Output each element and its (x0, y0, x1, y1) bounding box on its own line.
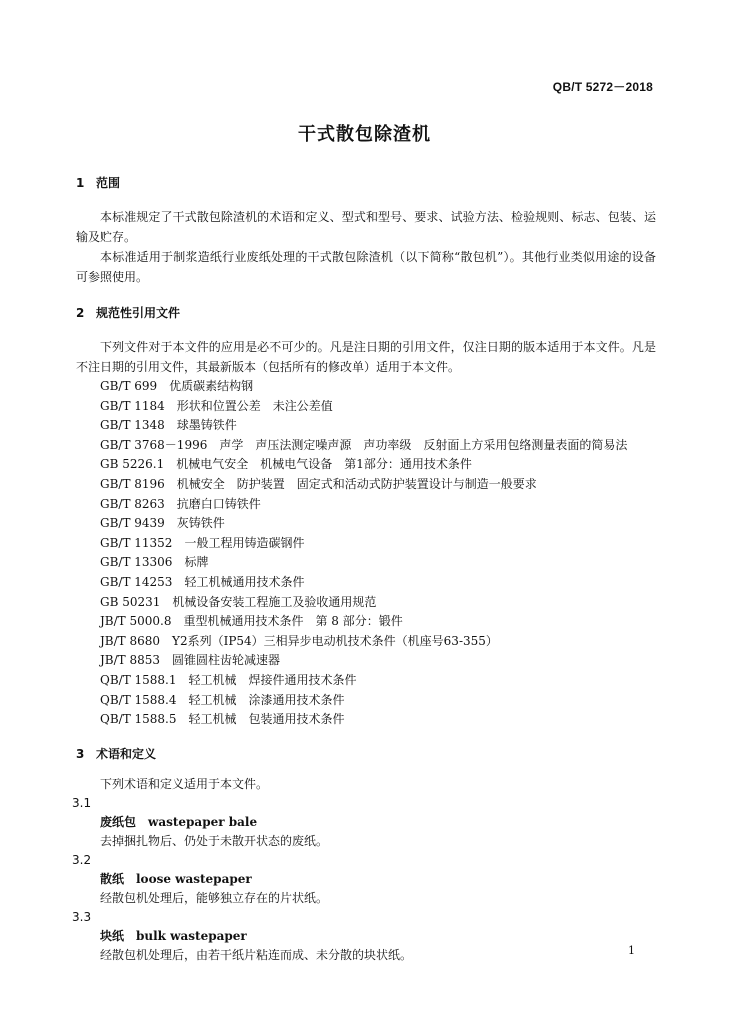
term-definition: 去掉捆扎物后、仍处于未散开状态的废纸。 (100, 833, 329, 848)
reference-item: QB/T 1588.4 轻工机械 涂漆通用技术条件 (100, 692, 345, 707)
section-title: 规范性引用文件 (96, 306, 181, 320)
term-number: 3.3 (72, 909, 92, 924)
reference-item: QB/T 1588.1 轻工机械 焊接件通用技术条件 (100, 672, 357, 687)
reference-item: GB/T 8263 抗磨白口铸铁件 (100, 496, 261, 511)
reference-item: GB/T 9439 灰铸铁件 (100, 516, 225, 531)
terms-intro: 下列术语和定义适用于本文件。 (100, 776, 269, 791)
term-name: 废纸包 wastepaper bale (100, 814, 258, 829)
reference-item: GB/T 14253 轻工机械通用技术条件 (100, 574, 305, 589)
reference-item: GB 50231 机械设备安装工程施工及验收通用规范 (100, 594, 377, 609)
term-name: 散纸 loose wastepaper (100, 871, 252, 886)
term-number: 3.1 (72, 795, 92, 810)
term-definition: 经散包机处理后，由若干纸片粘连而成、未分散的块状纸。 (100, 947, 413, 962)
references-intro: 下列文件对于本文件的应用是必不可少的。凡是注日期的引用文件，仅注日期的版本适用于本文件。凡是不注日期的引用文件，其最新版本（包括所有的修改单）适用于本文件。 (76, 340, 656, 374)
section-title: 范围 (96, 176, 121, 190)
reference-item: JB/T 5000.8 重型机械通用技术条件 第 8 部分：锻件 (100, 614, 403, 629)
page-number: 1 (628, 944, 635, 957)
standard-code: QB/T 5272－2018 (552, 80, 653, 94)
document-title: 干式散包除渣机 (298, 124, 431, 145)
reference-item: GB/T 8196 机械安全 防护装置 固定式和活动式防护装置设计与制造一般要求 (100, 476, 537, 491)
term-number: 3.2 (72, 852, 92, 867)
section-title: 术语和定义 (96, 746, 157, 761)
scope-paragraph: 本标准适用于制浆造纸行业废纸处理的干式散包除渣机（以下简称“散包机”）。其他行业类似用途的设备可参照使用。 (76, 250, 656, 284)
reference-item: GB/T 1184 形状和位置公差 未注公差值 (100, 398, 333, 413)
section-heading-references (76, 301, 656, 325)
scope-paragraph: 本标准规定了干式散包除渣机的术语和定义、型式和型号、要求、试验方法、检验规则、标志、包装、运输及贮存。 (76, 210, 656, 244)
reference-item: QB/T 1588.5 轻工机械 包装通用技术条件 (100, 712, 345, 727)
reference-item: GB 5226.1 机械电气安全 机械电气设备 第1部分：通用技术条件 (100, 457, 472, 472)
reference-item: GB/T 3768－1996 声学 声压法测定噪声源 声功率级 反射面上方采用包络测量表面的简易法 (100, 437, 628, 452)
reference-item: JB/T 8680 Y2系列（IP54）三相异步电动机技术条件（机座号63-355） (100, 633, 498, 648)
reference-item: GB/T 11352 一般工程用铸造碳钢件 (100, 535, 305, 550)
reference-item: GB/T 699 优质碳素结构钢 (100, 379, 254, 393)
section-heading-terms (76, 742, 656, 766)
term-definition: 经散包机处理后，能够独立存在的片状纸。 (100, 890, 329, 905)
section-number: 1 (76, 176, 85, 190)
reference-item: JB/T 8853 圆锥圆柱齿轮减速器 (100, 653, 281, 668)
reference-item: GB/T 1348 球墨铸铁件 (100, 418, 237, 433)
reference-item: GB/T 13306 标牌 (100, 555, 209, 570)
term-name: 块纸 bulk wastepaper (100, 928, 247, 943)
section-number: 3 (76, 746, 85, 761)
reference-list (76, 377, 656, 730)
document-body (72, 171, 656, 965)
section-heading-scope (76, 171, 656, 195)
section-number: 2 (76, 306, 85, 320)
